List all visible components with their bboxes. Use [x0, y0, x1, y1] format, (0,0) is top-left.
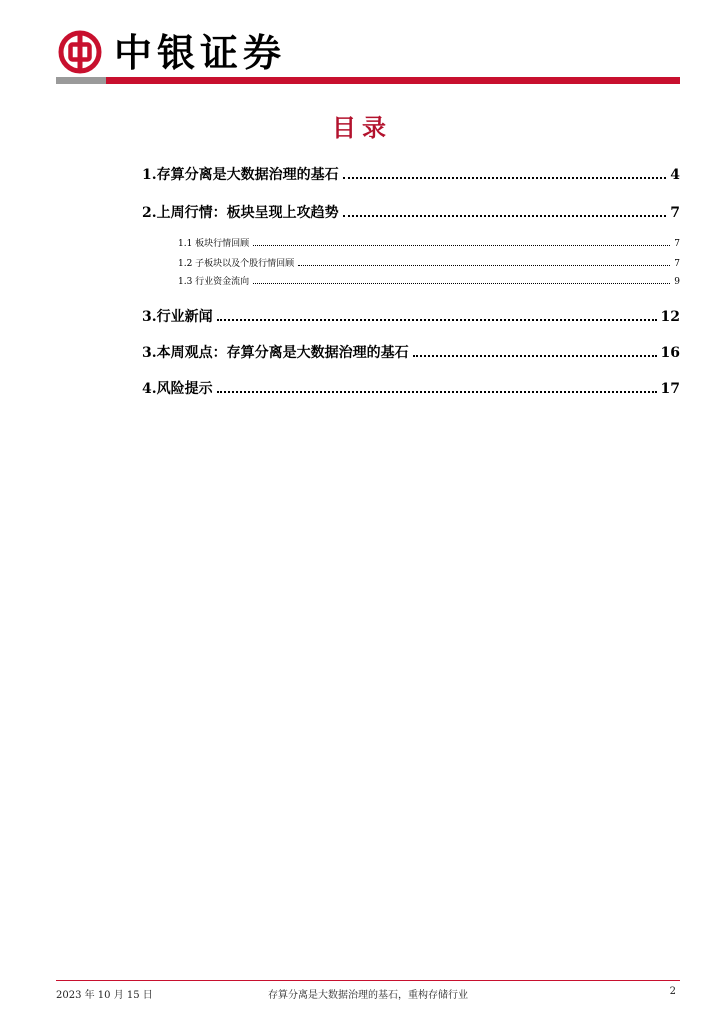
toc-entry-page: 4 [670, 167, 680, 184]
toc-entry-label: 3.本周观点：存算分离是大数据治理的基石 [142, 345, 409, 362]
toc-entry-label: 2.上周行情：板块呈现上攻趋势 [142, 205, 339, 222]
bank-of-china-logo-icon [58, 30, 102, 74]
toc-leader [217, 304, 657, 321]
toc-leader [343, 200, 667, 217]
toc-entry[interactable] [142, 200, 680, 222]
toc-subentry[interactable] [178, 255, 680, 269]
toc-entry-page: 7 [674, 258, 680, 269]
toc-entry-label: 1.2 子板块以及个股行情回顾 [178, 258, 295, 269]
toc-entry[interactable] [142, 376, 680, 398]
toc-entry-label: 4.风险提示 [142, 381, 213, 398]
page-number: 2 [669, 986, 676, 997]
brand-name: 中银证券 [114, 31, 287, 75]
toc-leader [253, 235, 670, 246]
toc-entry-page: 7 [674, 238, 680, 249]
toc-entry-page: 12 [660, 309, 680, 326]
toc-entry-page: 7 [670, 205, 680, 222]
toc-entry-label: 1.3 行业资金流向 [178, 276, 250, 287]
report-title: 存算分离是大数据治理的基石，重构存储行业 [268, 990, 468, 1001]
toc-entry-page: 17 [660, 381, 680, 398]
toc-subentry[interactable] [178, 235, 680, 249]
toc-subentry[interactable] [178, 273, 680, 287]
toc-leader [298, 255, 670, 266]
toc-entry-label: 3.行业新闻 [142, 309, 213, 326]
page-header [56, 28, 680, 84]
toc-entry-label: 1.存算分离是大数据治理的基石 [142, 167, 339, 184]
toc-leader [253, 273, 670, 284]
toc-leader [413, 340, 657, 357]
footer-divider [56, 980, 680, 981]
toc-leader [343, 162, 667, 179]
report-date: 2023 年 10 月 15 日 [56, 990, 153, 1001]
toc-entry[interactable] [142, 304, 680, 326]
toc-leader [217, 376, 657, 393]
toc-entry[interactable] [142, 162, 680, 184]
toc-title: 目录 [332, 114, 392, 142]
header-divider-accent [56, 77, 106, 84]
header-divider [56, 77, 680, 84]
toc-entry-page: 16 [660, 345, 680, 362]
page-footer [56, 980, 680, 1004]
toc-entry-label: 1.1 板块行情回顾 [178, 238, 250, 249]
toc-entry-page: 9 [674, 276, 680, 287]
toc-entry[interactable] [142, 340, 680, 362]
